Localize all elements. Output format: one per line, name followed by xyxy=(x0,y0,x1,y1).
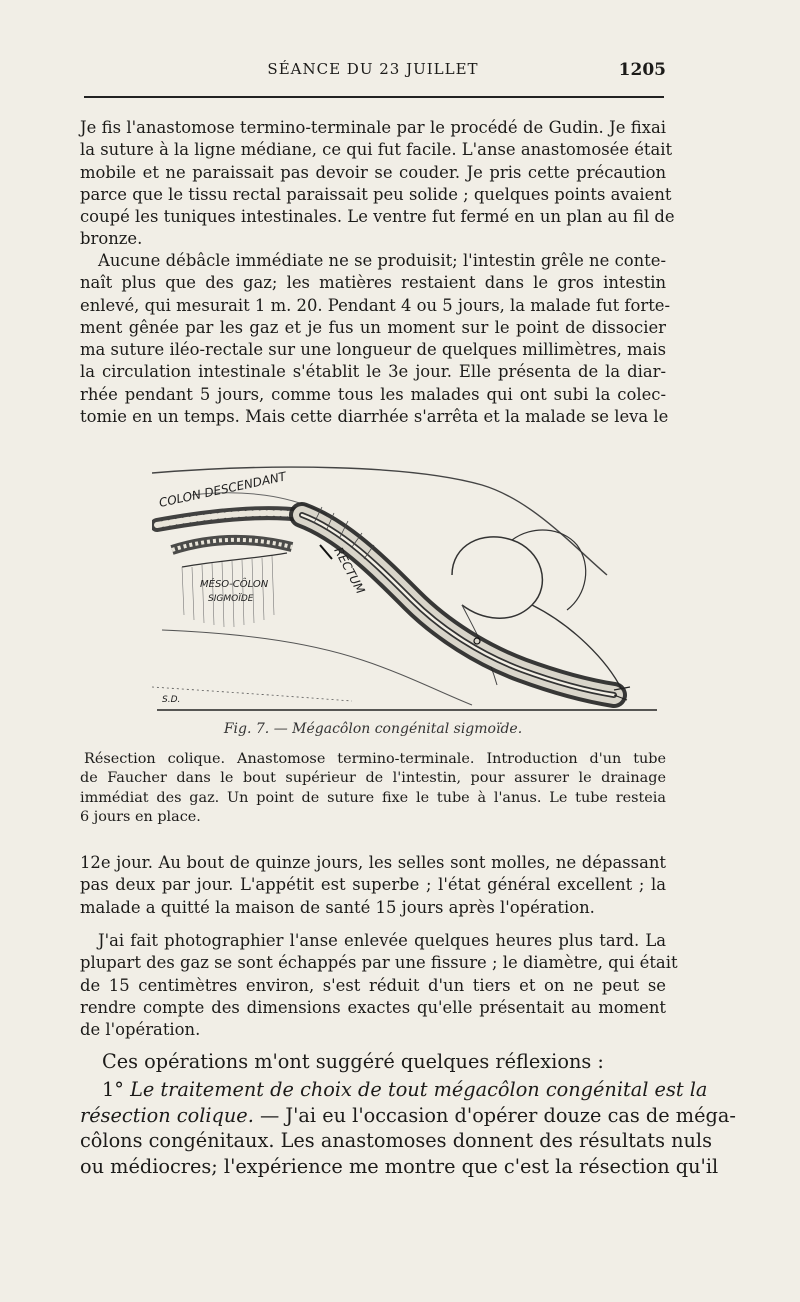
text-line: ou médiocres; l'expérience me montre que c'est la résection qu'il xyxy=(80,1154,719,1178)
text-line: Je fis l'anastomose termino-terminale par le procédé de Gudin. Je fixai xyxy=(80,118,666,137)
figure-caption: Fig. 7. — Mégacôlon congénital sigmoïde. xyxy=(223,721,523,737)
text-line: plupart des gaz se sont échappés par une fissure ; le diamètre, qui était xyxy=(80,953,678,973)
figure-signature: S.D. xyxy=(162,695,181,705)
text-line: ment gênée par les gaz et je fus un moment sur le point de dissocier xyxy=(80,317,666,337)
point-text: — J'ai eu l'occasion d'opérer douze cas de méga- xyxy=(253,1103,736,1127)
anatomical-figure xyxy=(152,455,662,717)
label-colon-descendant: COLON DESCENDANT xyxy=(157,469,288,510)
header-rule xyxy=(84,96,664,98)
label-meso-colon: MÉSO-CÔLON xyxy=(200,579,269,590)
point-emphasis-cont: résection colique. xyxy=(80,1103,254,1127)
text-line: malade a quitté la maison de santé 15 jours après l'opération. xyxy=(80,897,595,917)
text-line: naît plus que des gaz; les matières restaient dans le gros intestin xyxy=(80,273,666,293)
text-line: coupé les tuniques intestinales. Le ventre fut fermé en un plan au fil de xyxy=(80,207,675,227)
text-line: pas deux par jour. L'appétit est superbe ; l'état général excellent ; la xyxy=(80,875,666,895)
legend-line: 6 jours en place. xyxy=(80,808,201,825)
label-rectum: RECTUM xyxy=(331,544,368,597)
paragraph-2 xyxy=(80,250,671,428)
legend-line: immédiat des gaz. Un point de suture fixe le tube à l'anus. Le tube resteia xyxy=(80,789,666,806)
header-title: SÉANCE DU 23 JUILLET xyxy=(267,60,479,78)
figure-legend xyxy=(80,750,666,827)
point-emphasis: Le traitement de choix de tout mégacôlon congénital est la xyxy=(130,1078,708,1101)
paragraph-1 xyxy=(80,117,675,251)
text-line: côlons congénitaux. Les anastomoses donnent des résultats nuls xyxy=(80,1129,712,1152)
text-line: rhée pendant 5 jours, comme tous les malades qui ont subi la colec- xyxy=(80,384,666,404)
text-line: J'ai fait photographier l'anse enlevée quelques heures plus tard. La xyxy=(98,931,666,950)
text-line: rendre compte des dimensions exactes qu'elle présentait au moment xyxy=(80,997,666,1017)
text-line: de l'opération. xyxy=(80,1020,201,1040)
running-header xyxy=(80,60,666,86)
legend-line: Résection colique. Anastomose termino-terminale. Introduction d'un tube xyxy=(84,751,666,767)
text-line: de 15 centimètres environ, s'est réduit d'un tiers et on ne peut se xyxy=(80,975,666,995)
text-line: la suture à la ligne médiane, ce qui fut facile. L'anse anastomosée était xyxy=(80,140,673,160)
paragraph-4 xyxy=(80,930,678,1041)
legend-line: de Faucher dans le bout supérieur de l'intestin, pour assurer le drainage xyxy=(80,770,666,787)
text-line: Ces opérations m'ont suggéré quelques réflexions : xyxy=(102,1050,604,1073)
text-line: mobile et ne paraissait pas devoir se couder. Je pris cette précaution xyxy=(80,162,666,182)
page-number: 1205 xyxy=(618,60,666,80)
label-sigmoide: SIGMOÏDE xyxy=(208,594,254,604)
point-1 xyxy=(80,1077,736,1179)
figure-drawing xyxy=(152,455,662,717)
text-line xyxy=(80,1103,736,1129)
text-line: tomie en un temps. Mais cette diarrhée s'arrêta et la malade se leva le xyxy=(80,407,669,427)
text-line: enlevé, qui mesurait 1 m. 20. Pendant 4 ou 5 jours, la malade fut forte- xyxy=(80,295,671,315)
text-line: ma suture iléo-rectale sur une longueur de quelques millimètres, mais xyxy=(80,340,666,360)
text-line: la circulation intestinale s'établit le 3e jour. Elle présenta de la diar- xyxy=(80,362,666,382)
text-line: bronze. xyxy=(80,229,143,249)
text-line xyxy=(80,1077,708,1103)
section-intro xyxy=(80,1049,666,1075)
text-line: 12e jour. Au bout de quinze jours, les selles sont molles, ne dépassant xyxy=(80,853,666,872)
text-line: Aucune débâcle immédiate ne se produisit; l'intestin grêle ne conte- xyxy=(98,251,666,270)
point-number: 1° xyxy=(102,1078,124,1101)
paragraph-3 xyxy=(80,852,666,919)
text-line: parce que le tissu rectal paraissait peu solide ; quelques points avaient xyxy=(80,184,672,204)
